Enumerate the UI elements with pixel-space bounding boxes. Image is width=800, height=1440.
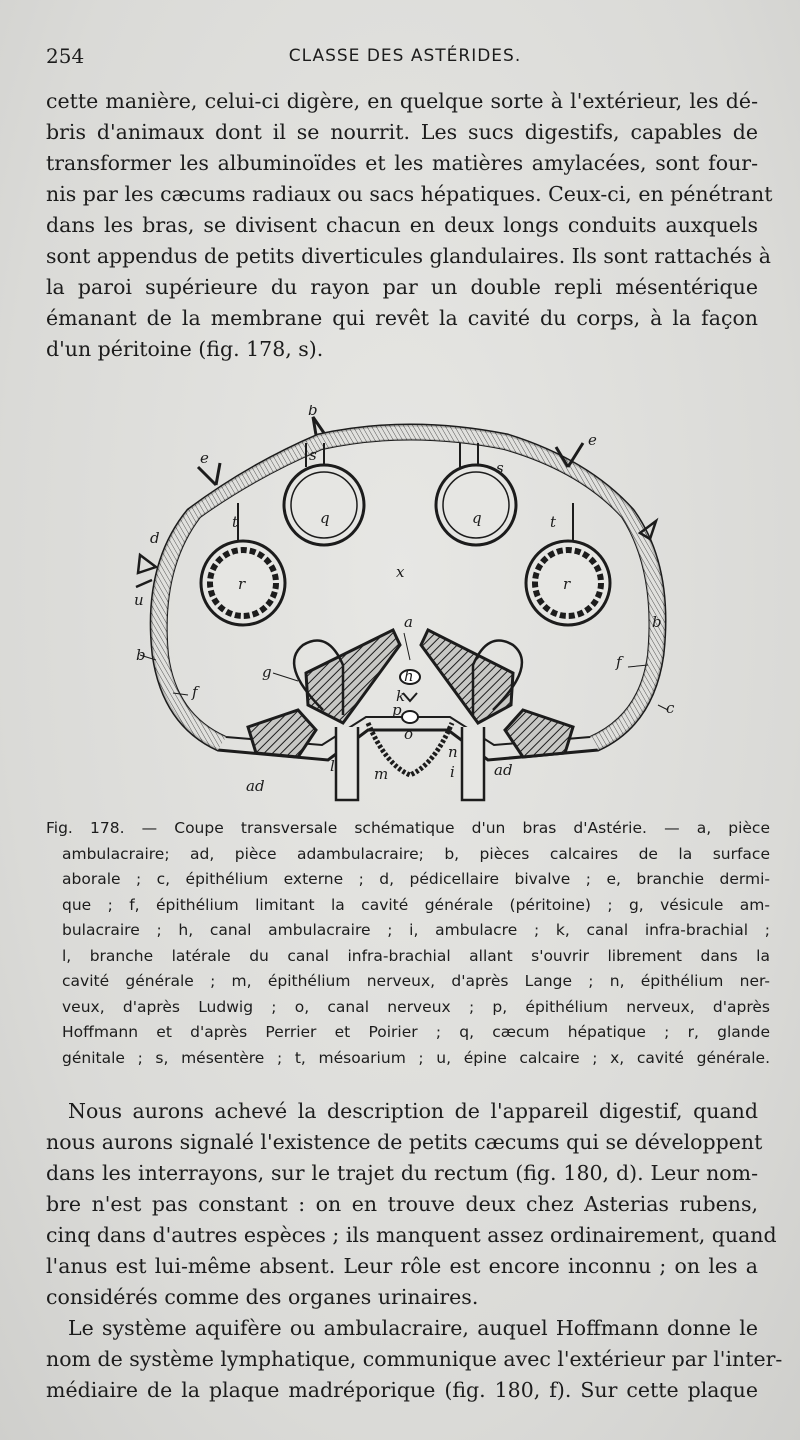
mesentery-right — [460, 443, 478, 467]
label-n: n — [448, 743, 458, 761]
label-c: c — [666, 699, 675, 717]
label-t-right: t — [550, 513, 557, 531]
arm-cross-section-diagram — [128, 405, 688, 805]
caption-line: ambulacraire; ad, pièce adambulacraire; b, pièces calcaires de la surface — [62, 844, 770, 863]
caption-line: Fig. 178. — Coupe transversale schématique d'un bras d'Astérie. — a, pièce — [46, 819, 770, 837]
label-r-right: r — [563, 575, 571, 593]
text-line: Nous aurons achevé la description de l'appareil digestif, quand — [68, 1099, 758, 1123]
text-line: la paroi supérieure du rayon par un double repli mésentérique — [46, 275, 758, 299]
text-line: considérés comme des organes urinaires. — [46, 1285, 479, 1309]
text-line: dans les interrayons, sur le trajet du rectum (fig. 180, d). Leur nom- — [46, 1161, 758, 1185]
caption-line: que ; f, épithélium limitant la cavité générale (péritoine) ; g, vésicule am- — [62, 895, 770, 914]
figure-arm-cross-section — [128, 405, 688, 805]
adambulacral-ossicle-left — [248, 710, 316, 757]
label-e-right: e — [588, 431, 597, 449]
label-r-left: r — [238, 575, 246, 593]
label-f-left: f — [192, 683, 198, 701]
text-line: bris d'animaux dont il se nourrit. Les sucs digestifs, capables de — [46, 120, 758, 144]
label-g: g — [262, 663, 272, 681]
paragraph-top — [46, 86, 773, 365]
text-line: l'anus est lui-même absent. Leur rôle est encore inconnu ; on les a — [46, 1254, 758, 1278]
text-line: transformer les albuminoïdes et les matières amylacées, sont four- — [46, 151, 758, 175]
caption-line: aborale ; c, épithélium externe ; d, pédicellaire bivalve ; e, branchie dermi- — [62, 870, 770, 888]
tube-foot-left — [336, 727, 358, 800]
label-h: h — [404, 667, 414, 685]
text-line: nous aurons signalé l'existence de petits cæcums qui se développent — [46, 1130, 763, 1154]
text-line: cinq dans d'autres espèces ; ils manquent assez ordinairement, quand — [46, 1223, 777, 1247]
caption-line: Hoffmann et d'après Perrier et Poirier ; q, cæcum hépatique ; r, glande — [62, 1023, 770, 1041]
hepatic-caecum-left — [284, 465, 364, 545]
text-line: sont appendus de petits diverticules glandulaires. Ils sont rattachés à — [46, 244, 772, 268]
text-line: cette manière, celui-ci digère, en quelque sorte à l'extérieur, les dé- — [46, 89, 758, 113]
label-q-left: q — [320, 509, 330, 527]
label-i: i — [450, 763, 455, 781]
figure-caption — [46, 816, 770, 1071]
ambulacral-ossicle-left — [306, 630, 400, 723]
label-k: k — [396, 687, 406, 705]
text-line: nom de système lymphatique, communique avec l'extérieur par l'inter- — [46, 1347, 783, 1371]
label-ad-left: ad — [246, 777, 265, 795]
caption-line: bulacraire ; h, canal ambulacraire ; i, ambulacre ; k, canal infra-brachial ; — [62, 921, 770, 939]
text-line: Le système aquifère ou ambulacraire, auquel Hoffmann donne le — [68, 1316, 758, 1340]
label-b-top: b — [308, 405, 318, 419]
label-b-right: b — [652, 613, 662, 631]
label-ad-right: ad — [494, 761, 513, 779]
caption-line: génitale ; s, mésentère ; t, mésoarium ; u, épine calcaire ; x, cavité générale. — [62, 1048, 770, 1067]
caption-line: cavité générale ; m, épithélium nerveux, d'après Lange ; n, épithélium ner- — [62, 972, 770, 990]
hepatic-caecum-right — [436, 465, 516, 545]
text-line: médiaire de la plaque madréporique (fig. 180, f). Sur cette plaque — [46, 1378, 758, 1402]
label-l: l — [330, 757, 335, 775]
spine-top — [313, 417, 324, 435]
label-q-right: q — [472, 509, 482, 527]
tube-foot-right — [462, 727, 484, 800]
label-m: m — [374, 765, 389, 783]
ambulacral-ossicle-right — [421, 630, 513, 723]
pedicellaria — [136, 555, 156, 587]
label-x: x — [396, 563, 405, 581]
text-line: dans les bras, se divisent chacun en deux longs conduits auxquels — [46, 213, 758, 237]
label-b-left: b — [136, 646, 146, 664]
infra-brachial-canal — [403, 693, 417, 701]
label-e-left: e — [200, 449, 209, 467]
page-header — [46, 44, 764, 74]
caption-line: l, branche latérale du canal infra-brachial allant s'ouvrir librement dans la — [62, 946, 770, 965]
text-line: bre n'est pas constant : on en trouve deux chez Asterias rubens, — [46, 1192, 758, 1216]
text-line: nis par les cæcums radiaux ou sacs hépatiques. Ceux-ci, en pénétrant — [46, 182, 773, 206]
label-p: p — [392, 701, 402, 719]
label-d: d — [150, 529, 160, 547]
label-t-left: t — [232, 513, 239, 531]
label-s-right: s — [496, 459, 504, 477]
label-u: u — [134, 591, 144, 609]
caption-line: veux, d'après Ludwig ; o, canal nerveux ; p, épithélium nerveux, d'après — [62, 997, 770, 1016]
running-title: CLASSE DES ASTÉRIDES. — [288, 46, 522, 66]
label-a: a — [404, 613, 413, 631]
page-number: 254 — [46, 44, 85, 68]
paragraph-bottom — [46, 1096, 783, 1406]
label-s-left: s — [309, 446, 317, 464]
text-line: d'un péritoine (fig. 178, s). — [46, 337, 324, 361]
nerve-canal — [402, 711, 418, 723]
text-line: émanant de la membrane qui revêt la cavité du corps, à la façon — [46, 306, 758, 330]
label-o: o — [404, 725, 414, 743]
label-f-right: f — [616, 653, 622, 671]
adambulacral-ossicle-right — [505, 710, 573, 757]
